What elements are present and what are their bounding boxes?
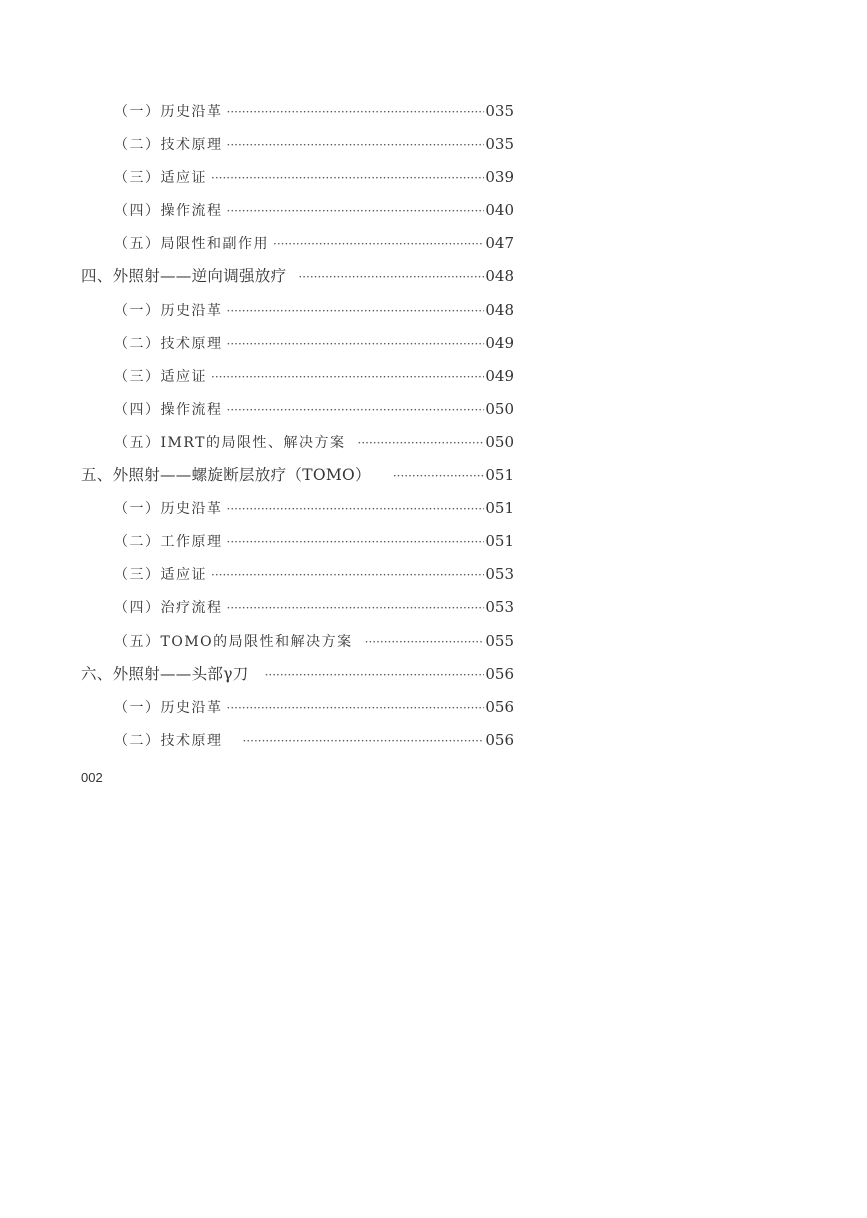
toc-entry-title: （一）历史沿革 xyxy=(114,104,223,120)
toc-entry-page: 049 xyxy=(485,333,514,352)
toc-section-heading xyxy=(81,263,514,296)
toc-entry-title: （一）历史沿革 xyxy=(114,302,223,319)
toc-entry-page: 040 xyxy=(485,201,514,220)
toc-entry-page: 047 xyxy=(485,234,514,253)
toc-leader-dots xyxy=(298,264,484,290)
toc-leader-dots xyxy=(365,629,485,655)
toc-leader-dots xyxy=(227,298,485,324)
toc-entry-title: （三）适应证 xyxy=(114,567,207,584)
toc-entry-page: 055 xyxy=(485,631,514,650)
page-number: 002 xyxy=(81,770,103,785)
toc-leader-dots xyxy=(227,198,485,224)
toc-entry-page: 035 xyxy=(485,135,514,154)
toc-entry-page: 056 xyxy=(485,730,514,749)
toc-entry xyxy=(81,594,514,627)
toc-leader-dots xyxy=(393,463,485,489)
toc-leader-dots xyxy=(227,695,485,721)
toc-entry xyxy=(81,98,514,131)
toc-entry-page: 053 xyxy=(485,565,514,584)
toc-entry xyxy=(81,727,514,760)
toc-leader-dots xyxy=(211,165,484,191)
toc-entry-page: 051 xyxy=(485,532,514,551)
toc-entry-title: （二）技术原理 xyxy=(114,137,223,154)
toc-entry-title: （二）技术原理 xyxy=(114,732,223,749)
toc-entry xyxy=(81,164,514,197)
table-of-contents xyxy=(81,98,514,760)
toc-entry xyxy=(81,297,514,330)
toc-leader-dots xyxy=(227,132,485,158)
toc-section-page: 056 xyxy=(485,664,514,683)
toc-entry-title: （三）适应证 xyxy=(114,368,207,385)
toc-entry-title: （五）TOMO的局限性和解决方案 xyxy=(114,633,353,650)
toc-entry-page: 048 xyxy=(485,300,514,319)
toc-leader-dots xyxy=(227,397,485,423)
toc-section-page: 051 xyxy=(485,466,514,485)
toc-section-page: 048 xyxy=(485,267,514,286)
toc-entry-page: 050 xyxy=(485,432,514,451)
toc-leader-dots xyxy=(227,529,485,555)
toc-entry-title: （一）历史沿革 xyxy=(114,699,223,716)
toc-entry xyxy=(81,429,514,462)
toc-leader-dots xyxy=(227,99,485,125)
toc-leader-dots xyxy=(243,728,485,754)
toc-entry-page: 051 xyxy=(485,499,514,518)
toc-entry-page: 039 xyxy=(485,168,514,187)
toc-entry-page: 049 xyxy=(485,366,514,385)
toc-entry xyxy=(81,396,514,429)
toc-entry-title: （四）操作流程 xyxy=(114,401,223,418)
toc-leader-dots xyxy=(211,364,484,390)
toc-entry xyxy=(81,197,514,230)
toc-entry xyxy=(81,230,514,263)
toc-entry-title: （五）IMRT的局限性、解决方案 xyxy=(114,434,346,451)
toc-entry-title: （四）操作流程 xyxy=(114,203,223,220)
toc-entry xyxy=(81,628,514,661)
toc-entry xyxy=(81,561,514,594)
toc-leader-dots xyxy=(227,595,485,621)
toc-entry xyxy=(81,131,514,164)
toc-entry-title: （三）适应证 xyxy=(114,170,207,187)
toc-section-heading xyxy=(81,462,514,495)
toc-leader-dots xyxy=(227,331,485,357)
toc-entry-title: （四）治疗流程 xyxy=(114,600,223,617)
toc-leader-dots xyxy=(211,562,484,588)
toc-section-heading xyxy=(81,661,514,694)
toc-entry-title: （二）技术原理 xyxy=(114,335,223,352)
toc-entry-page: 053 xyxy=(485,598,514,617)
toc-leader-dots xyxy=(265,662,485,688)
toc-leader-dots xyxy=(227,496,485,522)
toc-entry-page: 050 xyxy=(485,399,514,418)
toc-section-title: 四、外照射——逆向调强放疗 xyxy=(81,267,287,286)
toc-entry xyxy=(81,363,514,396)
toc-entry-title: （一）历史沿革 xyxy=(114,501,223,518)
toc-entry-page: 035 xyxy=(485,102,514,120)
toc-entry xyxy=(81,528,514,561)
toc-leader-dots xyxy=(358,430,485,456)
toc-entry xyxy=(81,694,514,727)
toc-entry-title: （五）局限性和副作用 xyxy=(114,236,269,253)
toc-entry-title: （二）工作原理 xyxy=(114,534,223,551)
toc-leader-dots xyxy=(273,231,484,257)
toc-section-title: 六、外照射——头部γ刀 xyxy=(81,664,249,683)
toc-entry xyxy=(81,330,514,363)
toc-entry xyxy=(81,495,514,528)
toc-section-title: 五、外照射——螺旋断层放疗（TOMO） xyxy=(81,466,371,485)
toc-entry-page: 056 xyxy=(485,697,514,716)
